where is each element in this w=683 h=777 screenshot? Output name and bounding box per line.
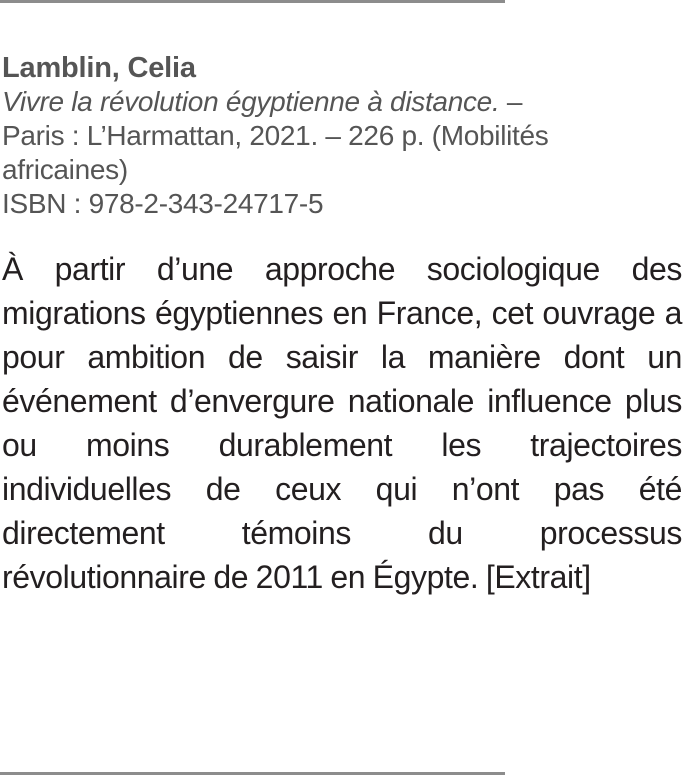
book-title: Vivre la révolution égyptienne à distance. [2, 86, 500, 117]
abstract-text: À partir d’une approche sociologique des migrations égyptiennes en France, cet ouvrage a pour ambition de saisir la manière dont un événement d’envergure nationale influence plus ou moins durablement les trajectoires individuelles de ceux qui n’ont pas été directement témoins du processus révolutionnaire de 2011 en Égypte. [Extrait] [2, 251, 682, 595]
bibliographic-record [2, 51, 682, 599]
author-name: Lamblin, Celia [2, 52, 196, 84]
title-separator: – [499, 86, 523, 117]
isbn: ISBN : 978-2-343-24717-5 [2, 188, 324, 219]
title-line [2, 85, 672, 119]
citation-block [2, 51, 672, 221]
bottom-divider [0, 772, 505, 775]
publication-info: Paris : L’Harmattan, 2021. – 226 p. (Mobilités africaines) [2, 120, 549, 185]
top-divider [0, 0, 505, 3]
